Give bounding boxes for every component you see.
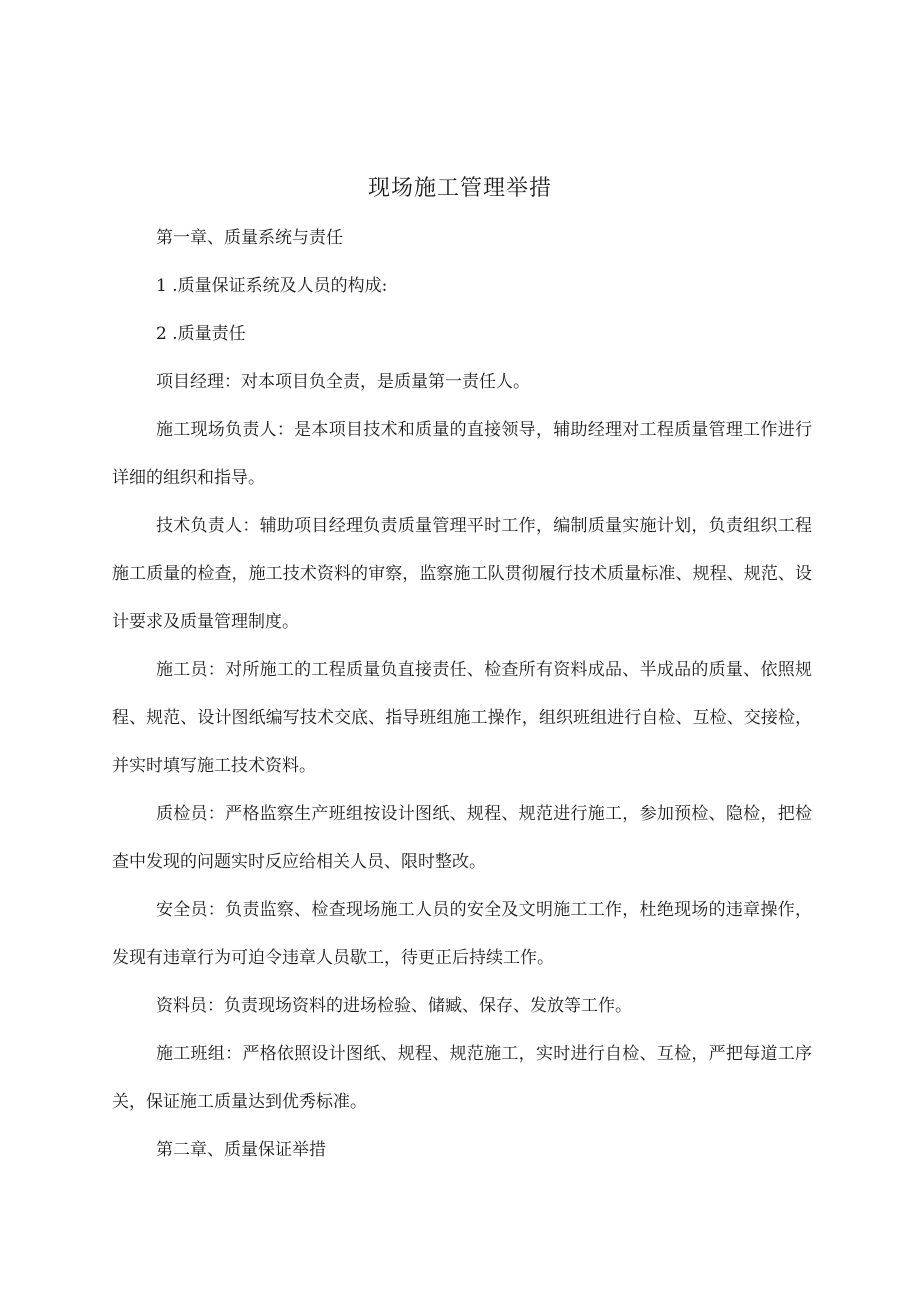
paragraph-technical-lead: 技术负责人：辅助项目经理负责质量管理平时工作，编制质量实施计划，负责组织工程施工质量的检查，施工技术资料的审察，监察施工队贯彻履行技术质量标准、规程、规范、设计要求及质量管理制度。	[112, 516, 812, 632]
chapter-heading-2: 第二章、质量保证举措	[156, 1140, 326, 1160]
paragraph-project-manager: 项目经理：对本项目负全责，是质量第一责任人。	[156, 372, 530, 392]
paragraph-site-lead: 施工现场负责人：是本项目技术和质量的直接领导，辅助经理对工程质量管理工作进行详细的组织和指导。	[112, 420, 812, 488]
section-heading-2: 2 .质量责任	[156, 324, 246, 344]
paragraph-document-clerk: 资料员：负责现场资料的进场检验、储臧、保存、发放等工作。	[156, 996, 632, 1016]
paragraph-quality-inspector: 质检员：严格监察生产班组按设计图纸、规程、规范进行施工，参加预检、隐检，把检查中发现的问题实时反应给相关人员、限时整改。	[112, 804, 812, 872]
paragraph-safety-officer: 安全员：负责监察、检查现场施工人员的安全及文明施工工作，杜绝现场的违章操作，发现有违章行为可迫令违章人员歇工，待更正后持续工作。	[112, 900, 812, 968]
section-heading-1: 1 .质量保证系统及人员的构成:	[156, 276, 388, 296]
paragraph-work-team: 施工班组：严格依照设计图纸、规程、规范施工，实时进行自检、互检，严把每道工序关，保证施工质量达到优秀标准。	[112, 1044, 812, 1112]
chapter-heading-1: 第一章、质量系统与责任	[156, 228, 343, 248]
document-title: 现场施工管理举措	[367, 176, 552, 201]
paragraph-construction-officer: 施工员：对所施工的工程质量负直接责任、检查所有资料成品、半成品的质量、依照规程、规范、设计图纸编写技术交底、指导班组施工操作，组织班组进行自检、互检、交接检，并实时填写施工技术资料。	[112, 660, 812, 776]
